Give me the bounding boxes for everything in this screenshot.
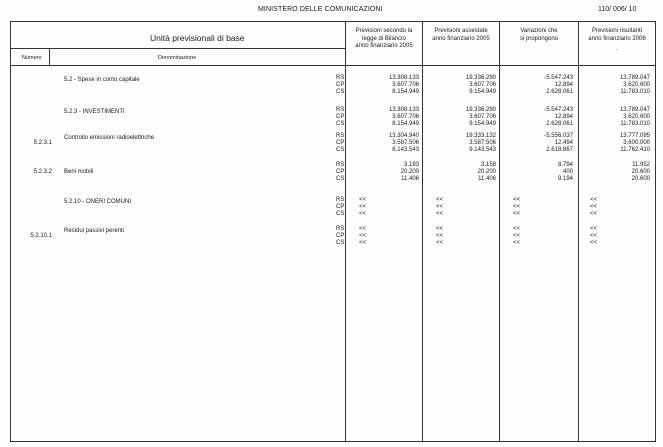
rule-col3 (499, 21, 500, 442)
value-c3: 9.194 (557, 176, 573, 182)
row-type-rs: RS (336, 162, 345, 168)
value-c1: 3.587.506 (392, 140, 419, 146)
value-c2: << (436, 240, 444, 246)
row-code: 5.2.3.1 (33, 140, 52, 146)
row-type-rs: RS (336, 133, 345, 139)
value-c1: 8.154.949 (392, 89, 419, 95)
rule-header-bottom (10, 65, 656, 66)
value-c4: 11.783.010 (620, 89, 650, 95)
value-c1: 20.200 (400, 169, 419, 175)
value-c2: << (436, 197, 444, 203)
ministry-header: MINISTERO DELLE COMUNICAZIONI (258, 6, 383, 13)
row-type-cp: CP (336, 169, 345, 175)
row-code: 5.2.3.2 (33, 169, 52, 175)
value-c3: -5.547.243 (544, 107, 573, 113)
value-c3: << (513, 204, 521, 210)
value-c3: 8.794 (557, 162, 573, 168)
value-c1: 13.304.940 (388, 133, 419, 139)
column-previsioni-assestate: Previsioni assestate anno finanziario 2005 (432, 28, 490, 42)
value-c4: 13.777.095 (619, 133, 650, 139)
value-c3: << (513, 197, 521, 203)
value-c1: << (359, 211, 367, 217)
value-c4: 3.620.600 (623, 82, 650, 88)
row-type-cp: CP (336, 204, 345, 210)
value-c2: 3.607.706 (469, 114, 496, 120)
value-c1: 13.308.133 (388, 75, 419, 81)
rule-numero (49, 48, 50, 65)
value-c1: << (359, 204, 367, 210)
rule-col4 (578, 21, 579, 442)
value-c1: 13.308.133 (388, 107, 419, 113)
value-c4: 13.789.047 (619, 107, 650, 113)
value-c3: -5.556.037 (544, 133, 573, 139)
value-c2: 19.333.132 (465, 133, 496, 139)
value-c3: 12.894 (554, 114, 573, 120)
value-c4: << (590, 233, 598, 239)
column-numero: Numero (22, 55, 42, 61)
value-c1: 3.607.706 (392, 114, 419, 120)
value-c3: << (513, 226, 521, 232)
value-c4: 11.783.010 (620, 121, 650, 127)
value-c2: 19.336.290 (465, 75, 496, 81)
value-c2: 3.158 (480, 162, 496, 168)
value-c2: 11.406 (478, 176, 496, 182)
row-type-cp: CP (336, 82, 345, 88)
rule-col1 (345, 21, 346, 442)
value-c4: << (590, 240, 598, 246)
row-type-cp: CP (336, 140, 345, 146)
value-c3: -5.547.243 (544, 75, 573, 81)
value-c2: << (436, 233, 444, 239)
value-c3: 400 (562, 169, 573, 175)
value-c4: << (590, 226, 598, 232)
row-type-cs: CS (336, 147, 345, 153)
row-type-cs: CS (336, 240, 345, 246)
value-c1: << (359, 240, 367, 246)
value-c4: << (590, 211, 598, 217)
row-type-cp: CP (336, 233, 345, 239)
row-type-rs: RS (336, 226, 345, 232)
value-c1: << (359, 226, 367, 232)
row-description: Controllo emissioni radioelettriche (64, 135, 155, 141)
value-c2: << (436, 211, 444, 217)
row-type-cs: CS (336, 211, 345, 217)
row-type-cs: CS (336, 121, 345, 127)
value-c1: 8.143.543 (392, 147, 419, 153)
value-c2: 9.143.543 (469, 147, 496, 153)
column-denominazione: Denominazione (158, 55, 197, 61)
value-c3: << (513, 240, 521, 246)
value-c4: 20.600 (631, 169, 650, 175)
value-c2: 19.336.290 (465, 107, 496, 113)
value-c2: 9.154.949 (469, 121, 496, 127)
row-type-rs: RS (336, 107, 345, 113)
value-c4: << (590, 204, 598, 210)
row-description: 5.2.3 - INVESTIMENTI (64, 109, 125, 115)
value-c4: 20.600 (631, 176, 650, 182)
row-type-rs: RS (336, 75, 345, 81)
value-c4: 11.952 (632, 162, 650, 168)
value-c1: 3.193 (403, 162, 419, 168)
page-number: 110/ 006/ 10 (598, 6, 637, 13)
value-c3: 2.628.061 (546, 89, 573, 95)
row-description: Beni mobili (64, 169, 94, 175)
value-c4: 3.620.600 (623, 114, 650, 120)
value-c2: << (436, 204, 444, 210)
row-description: 5.2 - Spese in conto capitale (64, 77, 140, 83)
value-c3: << (513, 211, 521, 217)
value-c1: << (359, 233, 367, 239)
value-c1: << (359, 197, 367, 203)
value-c4: 13.789.047 (619, 75, 650, 81)
value-c2: 3.607.706 (469, 82, 496, 88)
rule-col2 (422, 21, 423, 442)
row-type-cp: CP (336, 114, 345, 120)
value-c1: 3.607.706 (392, 82, 419, 88)
value-c2: << (436, 226, 444, 232)
row-type-cs: CS (336, 89, 345, 95)
value-c3: 12.494 (554, 140, 573, 146)
value-c2: 9.154.949 (469, 89, 496, 95)
value-c3: 2.628.061 (546, 121, 573, 127)
section-title: Unità previsionali di base (150, 33, 245, 43)
value-c4: 3.600.000 (623, 140, 650, 146)
column-previsioni-legge: Previsioni secondo la legge di Bilancio anno finanziario 2005 (355, 28, 413, 49)
value-c1: 8.154.949 (392, 121, 419, 127)
value-c1: 11.406 (401, 176, 419, 182)
row-type-cs: CS (336, 176, 345, 182)
value-c4: 11.762.410 (620, 147, 650, 153)
rule-subheader (10, 48, 345, 49)
row-code: 5.2.10.1 (30, 233, 52, 239)
row-description: 5.2.10 - ONERI COMUNI (64, 199, 132, 205)
value-c3: << (513, 233, 521, 239)
value-c4: << (590, 197, 598, 203)
value-c3: 12.894 (554, 82, 573, 88)
row-type-rs: RS (336, 197, 345, 203)
row-description: Residui passivi perenti (64, 228, 125, 234)
value-c2: 20.200 (477, 169, 496, 175)
column-previsioni-risultanti: Previsioni risultanti anno finanziario 2006 . (588, 28, 646, 52)
column-variazioni: Variazioni che si propongono (519, 28, 559, 42)
value-c2: 3.587.506 (469, 140, 496, 146)
value-c3: 2.618.867 (546, 147, 573, 153)
